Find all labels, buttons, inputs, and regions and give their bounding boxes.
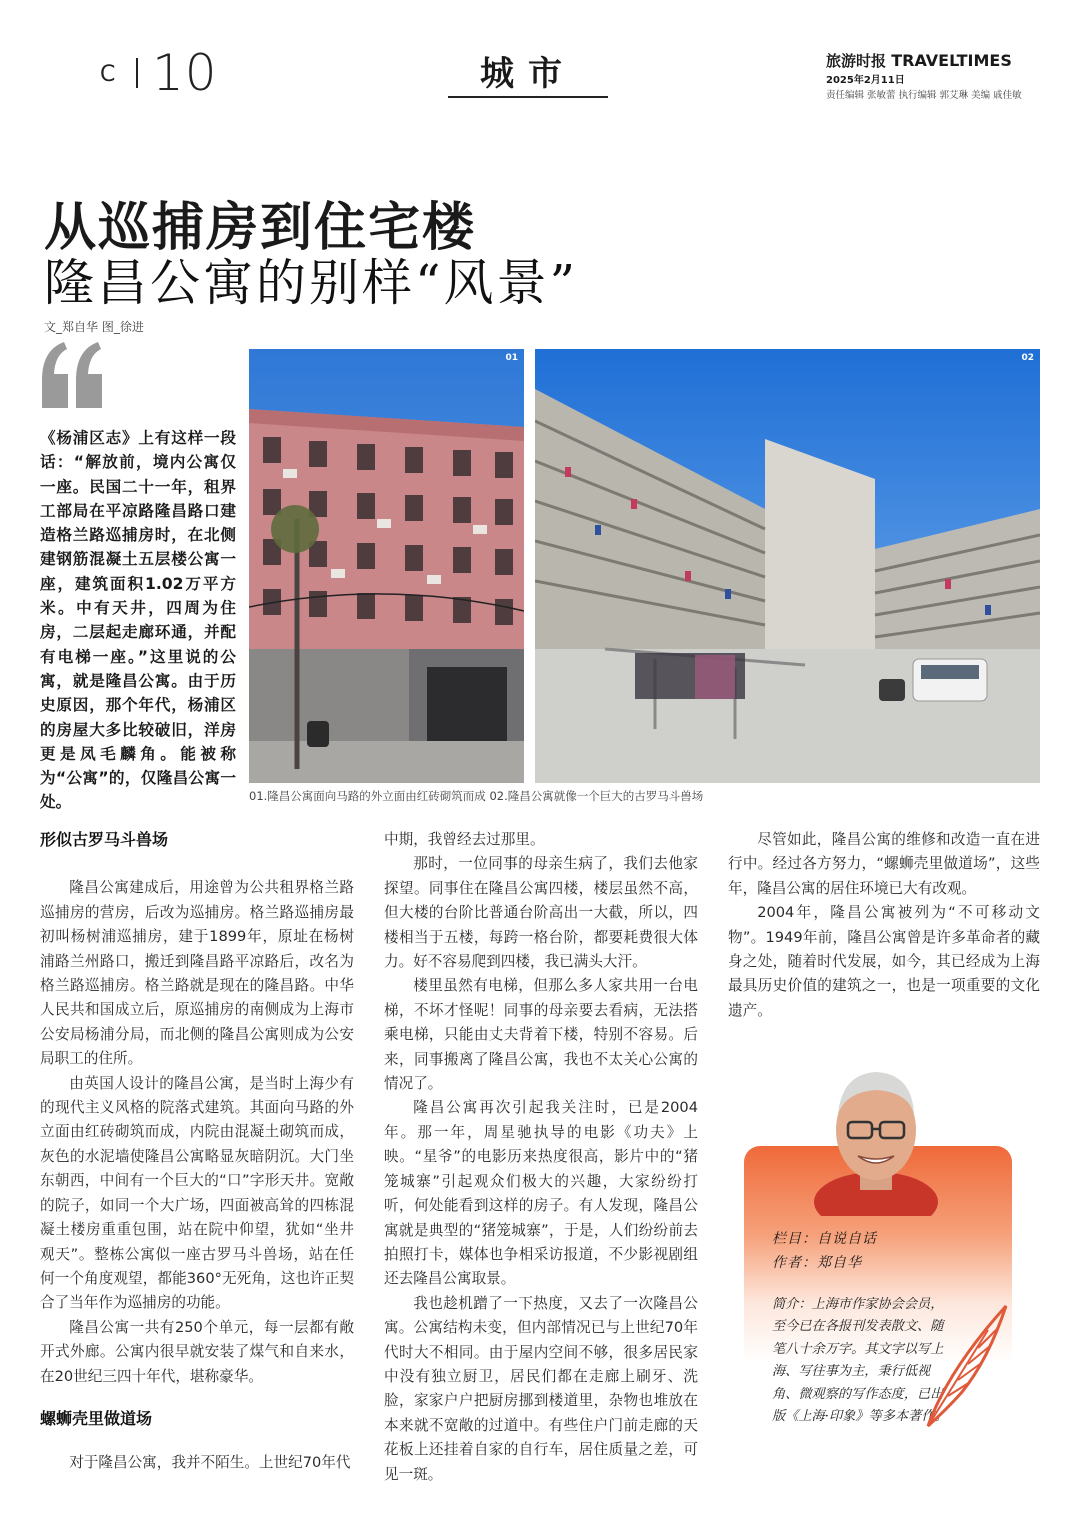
photo2-number: 02	[1021, 353, 1034, 363]
lead-quote: 《杨浦区志》上有这样一段话：“解放前，境内公寓仅一座。民国二十一年，租界工部局在平凉路隆昌路口建造格兰路巡捕房时，在北侧建钢筋混凝土五层楼公寓一座，建筑面积1.02万平方米。中有天井，四周为住房，二层起走廊环通，并配有电梯一座。”这里说的公寓，就是隆昌公寓。由于历史原因，那个年代，杨浦区的房屋大多比较破旧，洋房更是凤毛麟角。能被称为“公寓”的，仅隆昌公寓一处。	[40, 429, 236, 812]
author-name: 作者：郑自华	[772, 1255, 862, 1271]
page-code: C	[100, 62, 118, 87]
photo1-number: 01	[505, 353, 518, 363]
quote-mark-icon	[38, 338, 108, 414]
author-column-label: 栏目：自说自话	[772, 1231, 877, 1247]
author-bio: 简介：上海市作家协会会员，至今已在各报刊发表散文、随笔八十余万字。其文字以写上海、写往事为主，秉行低视角、微观察的写作态度，已出版《上海·印象》等多本著作。	[772, 1297, 948, 1425]
quill-pen-icon	[918, 1300, 1014, 1432]
paragraph: 2004年，隆昌公寓被列为“不可移动文物”。1949年前，隆昌公寓曾是许多革命者的藏身之处，随着时代发展，如今，其已经成为上海最具历史价值的建筑之一，也是一项重要的文化遗产。	[728, 904, 1040, 1019]
paragraph: 隆昌公寓再次引起我关注时，已是2004年。那一年，周星驰执导的电影《功夫》上映。“星爷”的电影历来热度很高，影片中的“猪笼城寨”引起观众们极大的兴趣，大家纷纷打听，何处能看到这样的房子。有人发现，隆昌公寓就是典型的“猪笼城寨”，于是，人们纷纷前去拍照打卡，媒体也争相采访报道，不少影视剧组还去隆昌公寓取景。	[384, 1099, 698, 1288]
subheadline: 隆昌公寓的别样“风景”	[44, 254, 579, 312]
brick-facade-image	[249, 349, 524, 783]
headline: 从巡捕房到住宅楼	[44, 197, 477, 258]
paper-name	[826, 50, 1012, 71]
section-title: 城市	[480, 54, 576, 94]
paper-name-cn: 旅游时报	[826, 52, 887, 70]
paragraph: 我也趁机蹭了一下热度，又去了一次隆昌公寓。公寓结构未变，但内部情况已与上世纪70年代时大不相同。由于屋内空间不够，很多居民家中没有独立厨卫，居民们都在走廊上刷牙、洗脸，家家户户把厨房挪到楼道里，杂物也堆放在本来就不宽敞的过道中。有些住户门前走廊的天花板上还挂着自家的自行车，居住质量之差，可见一斑。	[384, 1294, 698, 1483]
page-divider	[136, 58, 140, 88]
section-heading-colosseum: 形似古罗马斗兽场	[40, 830, 169, 849]
paragraph: 楼里虽然有电梯，但那么多人家共用一台电梯，不坏才怪呢！同事的母亲要去看病，无法搭乘电梯，只能由丈夫背着下楼，特别不容易。后来，同事搬离了隆昌公寓，我也不太关心公寓的情况了。	[384, 977, 698, 1093]
article-column-3	[728, 828, 1040, 1023]
article-column-2	[384, 828, 698, 1487]
paragraph: 中期，我曾经去过那里。	[384, 831, 545, 848]
courtyard-image	[535, 349, 1040, 783]
section-heading-snail-shell: 螺蛳壳里做道场	[40, 1408, 153, 1428]
byline: 文_郑自华 图_徐进	[44, 320, 144, 334]
photo-courtyard	[535, 349, 1040, 783]
photo-caption: 01.隆昌公寓面向马路的外立面由红砖砌筑而成 02.隆昌公寓就像一个巨大的古罗马斗兽场	[249, 789, 704, 803]
section-rule	[448, 96, 608, 98]
paragraph: 那时，一位同事的母亲生病了，我们去他家探望。同事住在隆昌公寓四楼，楼层虽然不高，但大楼的台阶比普通台阶高出一大截，所以，四楼相当于五楼，每跨一格台阶，都要耗费很大体力。好不容易爬到四楼，我已满头大汗。	[384, 855, 698, 971]
paragraph: 由英国人设计的隆昌公寓，是当时上海少有的现代主义风格的院落式建筑。其面向马路的外立面由红砖砌筑而成，内院由混凝土砌筑而成，灰色的水泥墙使隆昌公寓略显灰暗阴沉。大门坐东朝西，中间有一个巨大的“口”字形天井。宽敞的院子，如同一个大广场，四面被高耸的四栋混凝土楼房重重包围，站在院中仰望，犹如“坐井观天”。整栋公寓似一座古罗马斗兽场，站在任何一个角度观望，都能360°无死角，这也许正契合了当年作为巡捕房的功能。	[40, 1074, 354, 1312]
paper-name-en: TRAVELTIMES	[891, 51, 1012, 70]
author-portrait	[812, 1052, 940, 1216]
article-column-1	[40, 828, 354, 1476]
paragraph: 隆昌公寓建成后，用途曾为公共租界格兰路巡捕房的营房，后改为巡捕房。格兰路巡捕房最初叫杨树浦巡捕房，建于1899年，原址在杨树浦路兰州路口，搬迁到隆昌路平凉路后，改名为格兰路巡捕房。格兰路就是现在的隆昌路。中华人民共和国成立后，原巡捕房的南侧成为上海市公安局杨浦分局，而北侧的隆昌公寓则成为公安局职工的住所。	[40, 879, 354, 1068]
paragraph: 隆昌公寓一共有250个单元，每一层都有敞开式外廊。公寓内很早就安装了煤气和自来水，在20世纪三四十年代，堪称豪华。	[40, 1318, 354, 1385]
paper-date: 2025年2月11日	[826, 75, 905, 86]
photo-brick-facade	[249, 349, 524, 783]
page-number: 10	[152, 44, 218, 102]
paragraph: 尽管如此，隆昌公寓的维修和改造一直在进行中。经过各方努力，“螺蛳壳里做道场”，这些年，隆昌公寓的居住环境已大有改观。	[728, 831, 1040, 897]
editor-credits: 责任编辑 张敏蕾 执行编辑 郭艾琳 美编 戚佳敏	[826, 90, 1022, 101]
paragraph: 对于隆昌公寓，我并不陌生。上世纪70年代	[69, 1454, 351, 1472]
